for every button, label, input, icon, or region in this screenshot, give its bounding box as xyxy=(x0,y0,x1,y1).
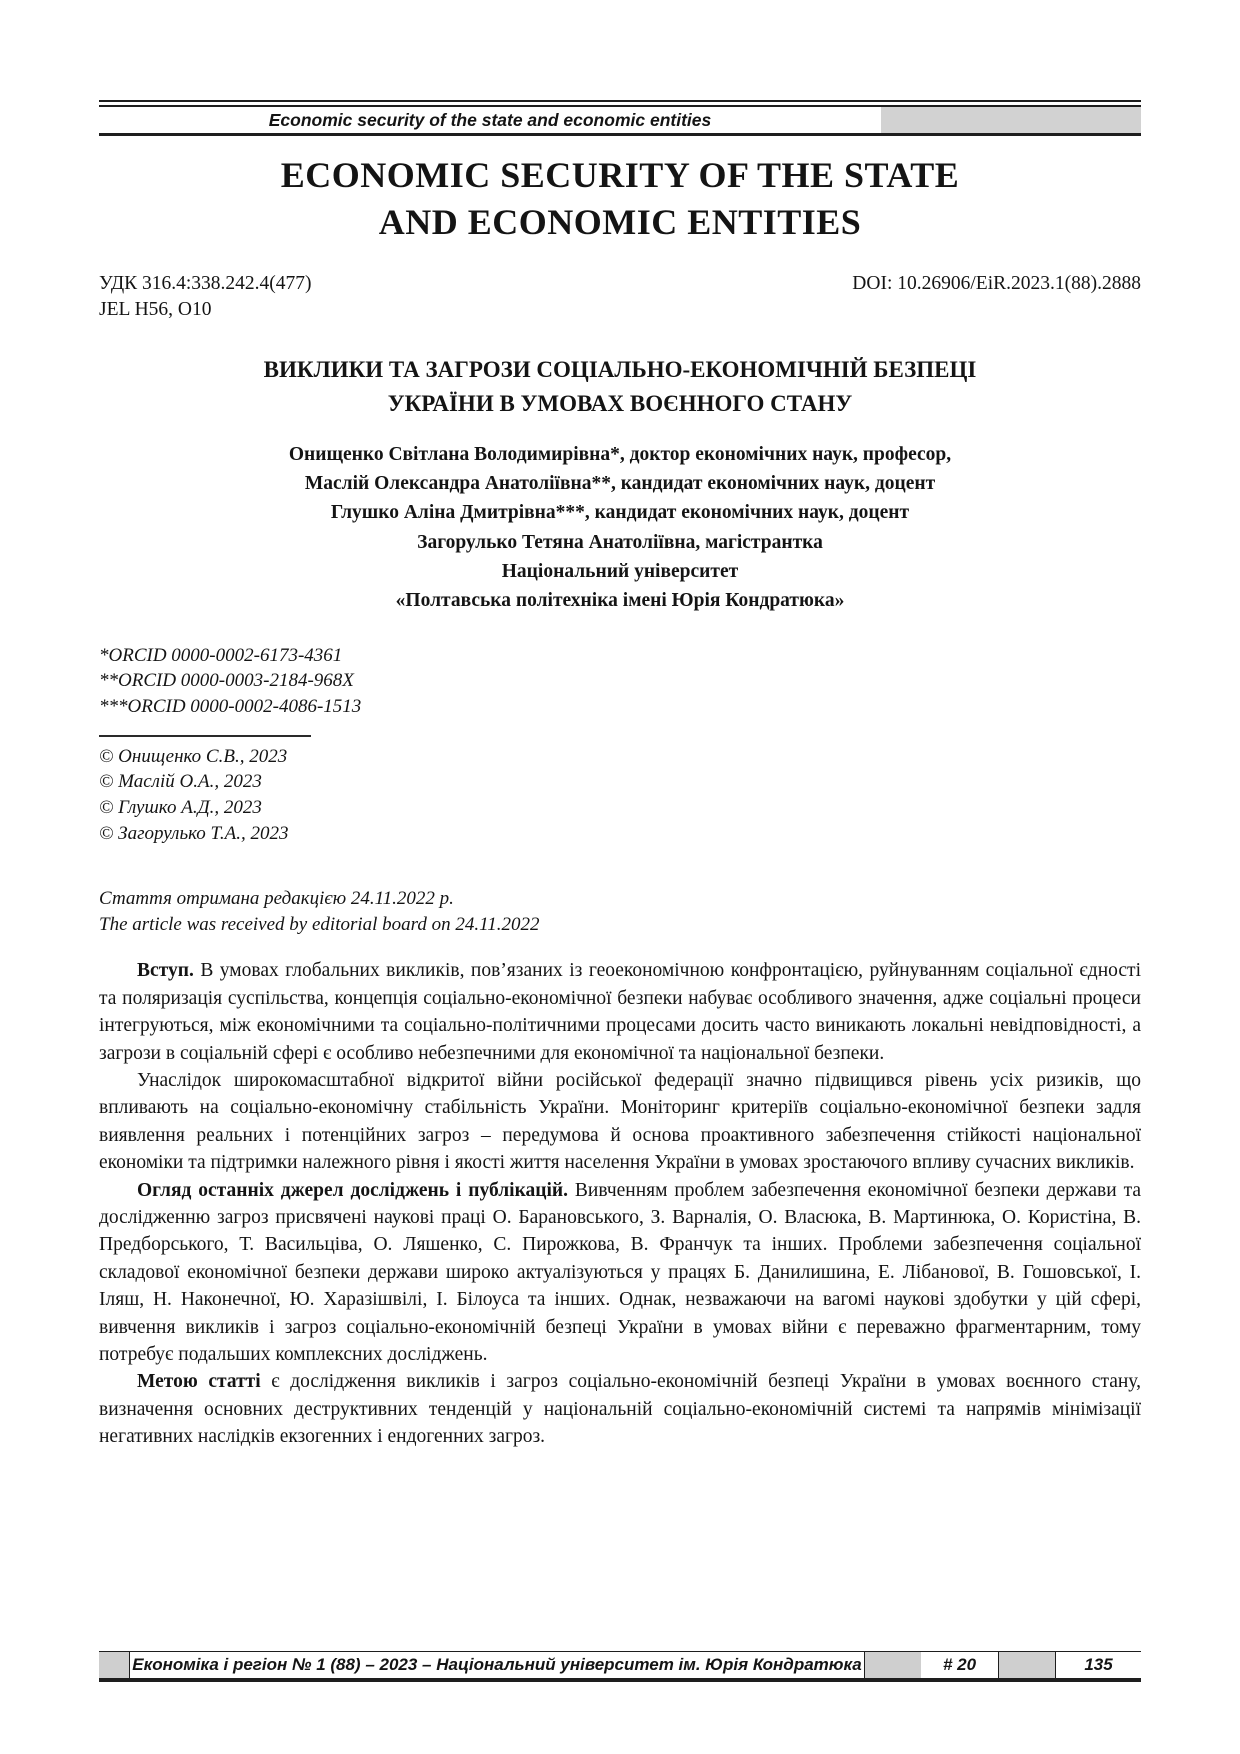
orcid-line: ***ORCID 0000-0002-4086-1513 xyxy=(99,695,362,717)
page-number xyxy=(1055,1652,1141,1678)
jel-code: JEL H56, O10 xyxy=(99,298,212,320)
journal-info-text: Економіка і регіон № 1 (88) – 2023 – Національний університет ім. Юрія Кондратюка xyxy=(132,1655,862,1674)
paragraph-lead: Вступ. xyxy=(137,960,194,982)
received-date-en: The article was received by editorial board on 24.11.2022 xyxy=(99,913,540,935)
authors-block xyxy=(99,440,1141,616)
copyright-line: © Загорулько Т.А., 2023 xyxy=(99,822,289,844)
article-title-line2: УКРАЇНИ В УМОВАХ ВОЄННОГО СТАНУ xyxy=(387,390,853,416)
meta-row xyxy=(99,271,1141,324)
udc-code: УДК 316.4:338.242.4(477) xyxy=(99,272,312,294)
author-line: Глушко Аліна Дмитрівна***, кандидат економічних наук, доцент xyxy=(330,502,910,524)
author-line: Маслій Олександра Анатоліївна**, кандидат економічних наук, доцент xyxy=(304,473,936,495)
orcid-line: **ORCID 0000-0003-2184-968X xyxy=(99,670,354,692)
paragraph-aim xyxy=(99,1368,1141,1450)
issue-mark-text: # 20 xyxy=(942,1655,977,1674)
received-date-uk: Стаття отримана редакцією 24.11.2022 р. xyxy=(99,888,454,910)
article-body xyxy=(99,957,1141,1450)
article-title-line1: ВИКЛИКИ ТА ЗАГРОЗИ СОЦІАЛЬНО-ЕКОНОМІЧНІЙ БЕЗПЕЦІ xyxy=(263,357,977,383)
issue-mark xyxy=(921,1652,999,1678)
copyright-line: © Онищенко С.В., 2023 xyxy=(99,745,288,767)
section-title-line1: ECONOMIC SECURITY OF THE STATE xyxy=(280,155,960,195)
footer-gray-segment xyxy=(999,1652,1055,1678)
paragraph xyxy=(99,1067,1141,1177)
section-title-line2: AND ECONOMIC ENTITIES xyxy=(378,201,862,242)
header-band xyxy=(99,105,1141,136)
copyright-block xyxy=(99,744,1141,847)
meta-left xyxy=(99,271,312,324)
paragraph-lead: Огляд останніх джерел досліджень і публікацій. xyxy=(137,1179,569,1201)
running-title-cell xyxy=(99,107,881,133)
paragraph-text: Унаслідок широкомасштабної відкритої війни російської федерації значно підвищився рівень усіх ризиків, що впливають на соціально-економічну стабільність України. Моніторинг критеріїв соціально-економічної безпеки задля виявлення реальних і потенційних загроз – передумова й основа проактивного забезпечення стійкості національної економіки та підтримки належного рівня і якості життя населення України в умовах зростаючого впливу сучасних викликів. xyxy=(99,1070,1141,1174)
orcid-line: *ORCID 0000-0002-6173-4361 xyxy=(99,645,343,667)
paragraph-lead: Метою статті xyxy=(137,1371,261,1393)
paragraph-intro xyxy=(99,957,1141,1067)
page-footer xyxy=(99,1651,1141,1682)
doi: DOI: 10.26906/EiR.2023.1(88).2888 xyxy=(852,272,1141,294)
affiliation-line: Національний університет xyxy=(501,560,739,582)
journal-info xyxy=(129,1652,865,1678)
footnote-divider xyxy=(99,735,311,737)
running-title: Economic security of the state and economic entities xyxy=(268,110,712,130)
running-header xyxy=(99,100,1141,136)
copyright-line: © Глушко А.Д., 2023 xyxy=(99,796,262,818)
paragraph-text: В умовах глобальних викликів, пов’язаних із геоекономічною конфронтацією, руйнуванням соціальної єдності та поляризація суспільства, концепція соціально-економічної безпеки набуває особливого значення, адже соціальні процеси інтегруються, між економічними та соціально-політичними процесами досить часто виникають локальні невідповідності, а загрози в соціальній сфері є особливо небезпечними для економічної та національної безпеки. xyxy=(99,960,1141,1064)
affiliation-line: «Полтавська політехніка імені Юрія Кондратюка» xyxy=(395,590,845,612)
author-line: Онищенко Світлана Володимирівна*, доктор економічних наук, професор, xyxy=(288,443,952,465)
page-number-text: 135 xyxy=(1084,1655,1113,1674)
paragraph-text: є дослідження викликів і загроз соціально-економічній безпеці України в умовах воєнного стану, визначення основних деструктивних тенденцій у національній соціально-економічній системі та напрямів мінімізації негативних наслідків екзогенних і ендогенних загроз. xyxy=(99,1371,1141,1448)
paragraph-literature-review xyxy=(99,1177,1141,1369)
orcid-block xyxy=(99,643,1141,718)
paragraph-text: Вивченням проблем забезпечення економічної безпеки держави та дослідженню загроз присвячені наукові праці О. Барановського, З. Варналія, О. Власюка, В. Мартинюка, О. Користіна, В. Предборського, Т. Васильціва, О. Ляшенко, С. Пирожкова, В. Франчук та інших. Проблеми забезпечення соціальної складової економічної безпеки держави широко актуалізуються у працях Б. Данилишина, Е. Лібанової, В. Гошовської, І. Іляш, Н. Наконечної, Ю. Харазішвілі, І. Білоуса та інших. Однак, незважаючи на вагомі наукові здобутки у цій сфері, вивчення викликів і загроз соціально-економічній безпеці України в умовах війни є переважно фрагментарним, тому потребує подальших комплексних досліджень. xyxy=(99,1179,1141,1365)
article-title xyxy=(99,353,1141,420)
copyright-line: © Маслій О.А., 2023 xyxy=(99,771,262,793)
section-title xyxy=(99,152,1141,246)
received-block xyxy=(99,886,1141,937)
footer-bar xyxy=(99,1651,1141,1682)
author-line: Загорулько Тетяна Анатоліївна, магістрантка xyxy=(417,531,823,553)
header-gray-box xyxy=(881,107,1141,133)
footer-gray-segment xyxy=(865,1652,921,1678)
footer-gray-segment xyxy=(99,1652,129,1678)
